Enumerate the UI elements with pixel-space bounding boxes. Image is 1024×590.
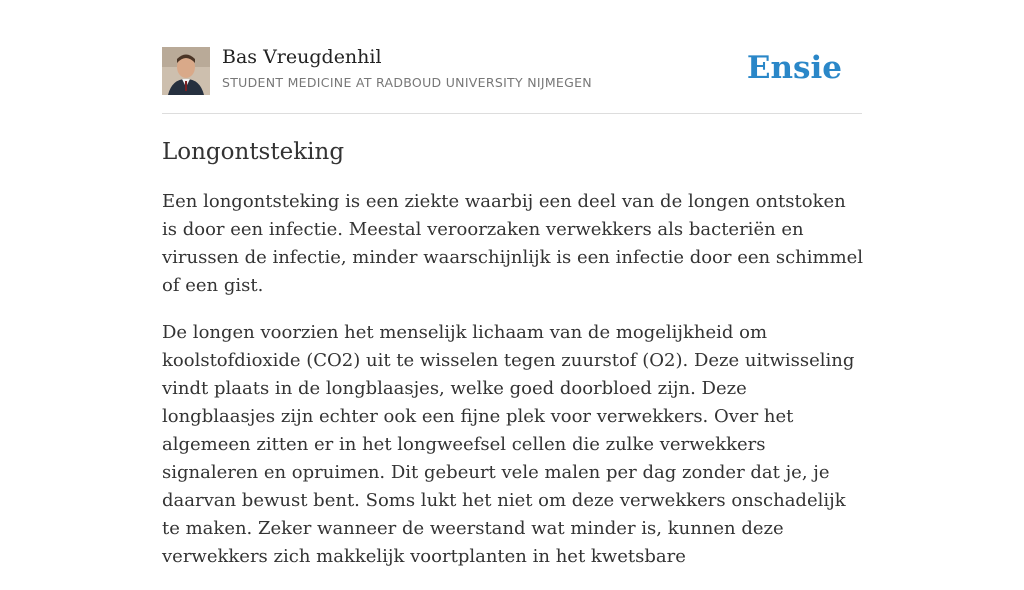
avatar[interactable] (162, 47, 210, 95)
header-divider (162, 113, 862, 114)
author-title: STUDENT MEDICINE AT RADBOUD UNIVERSITY NIJMEGEN (222, 75, 592, 90)
article-paragraph: De longen voorzien het menselijk lichaam van de mogelijkheid om koolstofdioxide (CO2) uit te wisselen tegen zuurstof (O2). Deze uitwisseling vindt plaats in de longblaasjes, welke goed doorbloed zijn. Deze longblaasjes zijn echter ook een fijne plek voor verwekkers. Over het algemeen zitten er in het longweefsel cellen die zulke verwekkers signaleren en opruimen. Dit gebeurt vele malen per dag zonder dat je, je daarvan bewust bent. Soms lukt het niet om deze verwekkers onschadelijk te maken. Zeker wanneer de weerstand wat minder is, kunnen deze verwekkers zich makkelijk voortplanten in het kwetsbare (162, 322, 855, 567)
article-title: Longontsteking (162, 139, 345, 165)
ensie-logo[interactable]: Ensie (746, 50, 842, 86)
author-name[interactable]: Bas Vreugdenhil (222, 46, 382, 68)
article-paragraph: Een longontsteking is een ziekte waarbij een deel van de longen ontstoken is door een infectie. Meestal veroorzaken verwekkers als bacteriën en virussen de infectie, minder waarschijnlijk is een infectie door een schimmel of een gist. (162, 191, 864, 296)
author-header (162, 46, 862, 96)
article-content (162, 136, 864, 590)
avatar-portrait-icon (162, 47, 210, 95)
